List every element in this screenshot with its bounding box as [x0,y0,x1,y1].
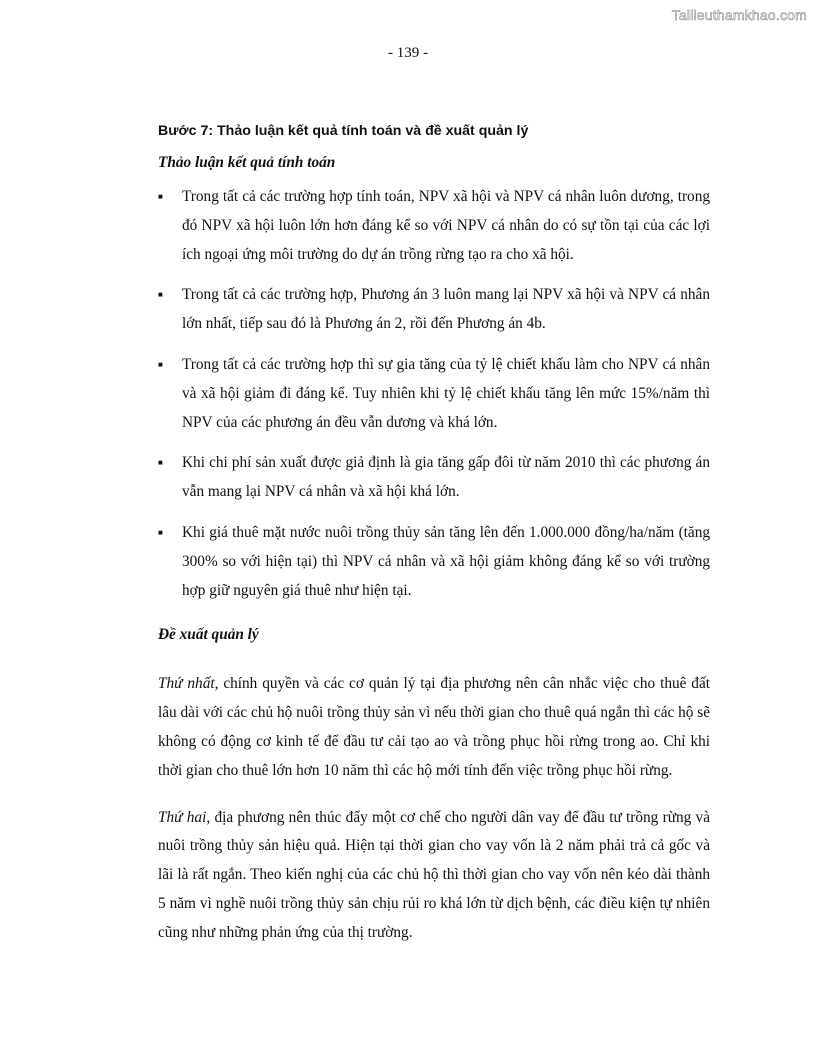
proposal-paragraph-first [158,670,710,785]
list-item-text: Khi chi phí sản xuất được giả định là gia tăng gấp đôi từ năm 2010 thì các phương án vẫn mang lại NPV cá nhân và xã hội khá lớn. [182,454,710,501]
list-item [158,281,710,339]
list-item-text: Trong tất cả các trường hợp tính toán, NPV xã hội và NPV cá nhân luôn dương, trong đó NPV xã hội luôn lớn hơn đáng kể so với NPV cá nhân do có sự tồn tại của các lợi ích ngoại ứng môi trường do dự án trồng rừng tạo ra cho xã hội. [182,188,710,263]
paragraph-text: chính quyền và các cơ quản lý tại địa phương nên cân nhắc việc cho thuê đất lâu dài với các chủ hộ nuôi trồng thủy sản vì nếu thời gian cho thuê quá ngắn thì các hộ sẽ không có động cơ kinh tế để đầu tư cải tạo ao và trồng phục hồi rừng trong ao. Chỉ khi thời gian cho thuê lớn hơn 10 năm thì các hộ mới tính đến việc trồng phục hồi rừng. [158,675,710,779]
list-item-text: Trong tất cả các trường hợp, Phương án 3 luôn mang lại NPV xã hội và NPV cá nhân lớn nhất, tiếp sau đó là Phương án 2, rồi đến Phương án 4b. [182,286,710,333]
page-number: - 139 - [388,45,428,61]
proposal-paragraph-second [158,804,710,948]
square-bullet-icon: ■ [158,458,163,468]
list-item [158,519,710,605]
step-heading: Bước 7: Thảo luận kết quả tính toán và đề xuất quản lý [158,123,529,139]
list-item-text: Trong tất cả các trường hợp thì sự gia tăng của tỷ lệ chiết khấu làm cho NPV cá nhân và xã hội giảm đi đáng kể. Tuy nhiên khi tỷ lệ chiết khấu tăng lên mức 15%/năm thì NPV của các phương án đều vẫn dương và khá lớn. [182,355,710,431]
square-bullet-icon: ■ [158,290,163,300]
square-bullet-icon: ■ [158,192,163,201]
document-body [158,120,710,966]
list-item [158,183,710,269]
list-item [158,351,710,437]
paragraph-lead: Thứ nhất, [158,675,219,693]
list-item-text: Khi giá thuê mặt nước nuôi trồng thủy sản tăng lên đến 1.000.000 đồng/ha/năm (tăng 300% so với hiện tại) thì NPV cá nhân và xã hội giảm không đáng kể so với trường hợp giữ nguyên giá thuê như hiện tại. [182,523,710,599]
discussion-bullet-list [158,183,710,605]
paragraph-lead: Thứ hai [158,808,207,826]
watermark: Tailieuthamkhao.com [671,7,807,23]
square-bullet-icon: ■ [158,527,163,537]
square-bullet-icon: ■ [158,359,163,369]
proposal-heading: Đề xuất quản lý [158,626,259,644]
list-item [158,449,710,507]
paragraph-text: , địa phương nên thúc đẩy một cơ chế cho người dân vay để đầu tư trồng rừng và nuôi trồng thủy sản hiệu quả. Hiện tại thời gian cho vay vốn là 2 năm phải trả cả gốc và lãi là rất ngắn. Theo kiến nghị của các chủ hộ thì thời gian cho vay vốn nên kéo dài thành 5 năm vì nghề nuôi trồng thủy sản chịu rủi ro khá lớn từ dịch bệnh, các điều kiện tự nhiên cũng như những phản ứng của thị trường. [158,808,710,941]
discussion-heading: Thảo luận kết quả tính toán [158,154,336,171]
